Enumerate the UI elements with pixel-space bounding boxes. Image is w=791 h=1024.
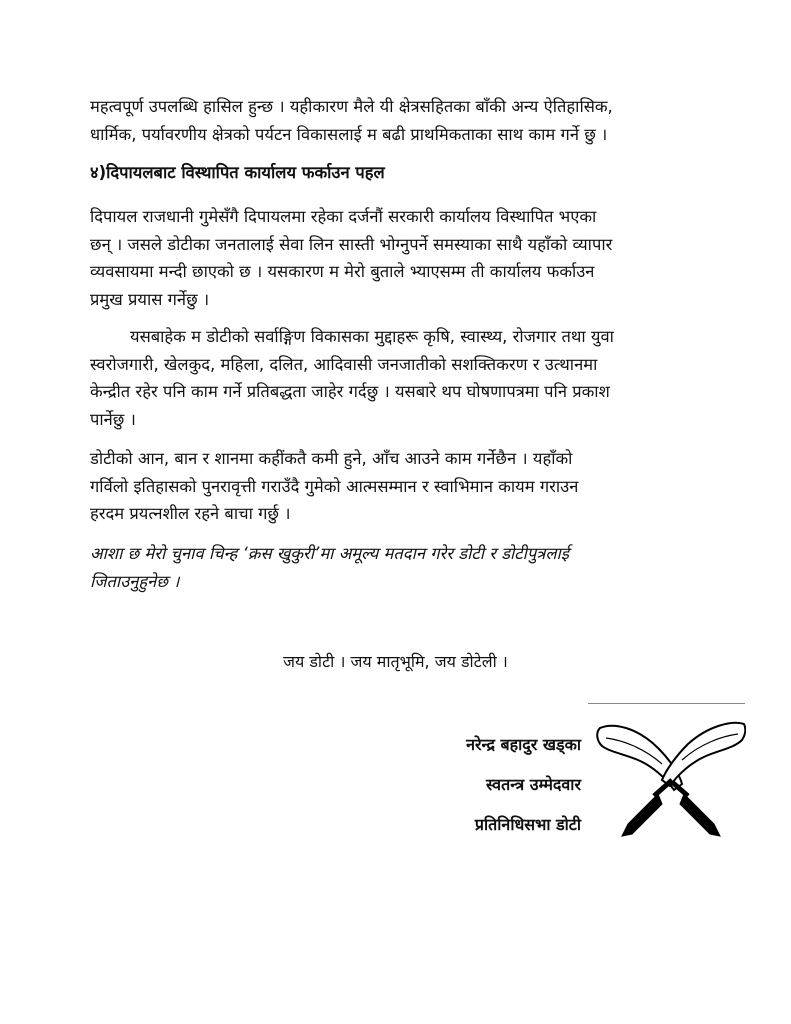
paragraph-line: प्रमुख प्रयास गर्नेछु । bbox=[90, 289, 210, 309]
paragraph-line: व्यवसायमा मन्दी छाएको छ । यसकारण म मेरो बुताले भ्याएसम्म ती कार्यालय फर्काउन bbox=[90, 262, 595, 281]
paragraph-line: पार्नेछु । bbox=[90, 409, 136, 429]
paragraph-line: केन्द्रीत रहेर पनि काम गर्ने प्रतिबद्धता जाहेर गर्दछु । यसबारे थप घोषणापत्रमा पनि प्रकाश bbox=[90, 382, 610, 401]
paragraph-line: गर्विलो इतिहासको पुनरावृत्ती गराउँदै गुमेको आत्मसम्मान र स्वाभिमान कायम गराउन bbox=[90, 476, 579, 496]
section-heading: ४)दिपायलबाट विस्थापित कार्यालय फर्काउन पहल bbox=[90, 163, 385, 182]
paragraph-development bbox=[90, 323, 700, 433]
closing-slogan: जय डोटी । जय मातृभूमि, जय डोटेली । bbox=[283, 652, 508, 671]
candidate-designation: स्वतन्त्र उम्मेदवार bbox=[485, 775, 581, 794]
intro-paragraph bbox=[90, 93, 700, 148]
candidate-constituency: प्रतिनिधिसभा डोटी bbox=[474, 815, 581, 834]
paragraph-line: धार्मिक, पर्यावरणीय क्षेत्रको पर्यटन विकासलाई म बढी प्राथमिकताका साथ काम गर्ने छु । bbox=[90, 124, 608, 144]
paragraph-line: यसबाहेक म डोटीको सर्वाङ्गिण विकासका मुद्दाहरू कृषि, स्वास्थ्य, रोजगार तथा युवा bbox=[130, 327, 614, 346]
paragraph-offices bbox=[90, 203, 700, 313]
paragraph-pride bbox=[90, 445, 700, 528]
paragraph-line: छन् । जसले डोटीका जनतालाई सेवा लिन सास्ती भोग्नुपर्ने समस्याका साथै यहाँको व्यापार bbox=[90, 234, 613, 254]
paragraph-line: आशा छ मेरो चुनाव चिन्ह ‘क्रस खुकुरी’मा अमूल्य मतदान गरेर डोटी र डोटीपुत्रलाई bbox=[90, 544, 569, 563]
paragraph-line: दिपायल राजधानी गुमेसँगै दिपायलमा रहेका दर्जनौं सरकारी कार्यालय विस्थापित भएका bbox=[90, 207, 597, 226]
candidate-name: नरेन्द्र बहादुर खड्का bbox=[466, 735, 581, 754]
signature-rule bbox=[588, 703, 745, 704]
paragraph-line: जिताउनुहुनेछ । bbox=[90, 571, 180, 591]
paragraph-line: डोटीको आन, बान र शानमा कहींकतै कमी हुने, आँच आउने काम गर्नेछैन । यहाँको bbox=[90, 449, 573, 468]
paragraph-appeal bbox=[90, 540, 700, 595]
paragraph-line: महत्वपूर्ण उपलब्धि हासिल हुन्छ । यहीकारण मैले यी क्षेत्रसहितका बाँकी अन्य ऐतिहासिक, bbox=[90, 97, 613, 116]
crossed-khukuri-icon bbox=[596, 718, 746, 840]
paragraph-line: स्वरोजगारी, खेलकुद, महिला, दलित, आदिवासी जनजातीको सशक्तिकरण र उत्थानमा bbox=[90, 354, 598, 374]
paragraph-line: हरदम प्रयत्नशील रहने बाचा गर्छु । bbox=[90, 504, 291, 523]
